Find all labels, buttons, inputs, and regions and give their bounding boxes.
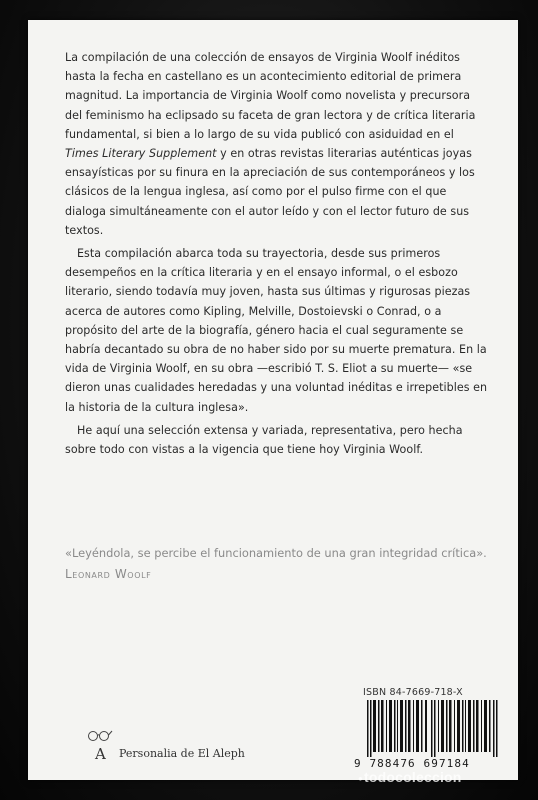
blurb-paragraph-1 — [65, 48, 490, 240]
blurb-p1-text: La compilación de una colección de ensayos de Virginia Woolf inéditos hasta la fecha en castellano es un acontecimiento editorial de primera magnitud. La importancia de Virginia Woolf como novelista y precursora del feminismo ha eclipsado su faceta de gran lectora y de crítica literaria fundamental, si bien a lo largo de su vida publicó con asiduidad en el — [65, 51, 476, 141]
barcode-digits: 9 788476 697184 — [354, 757, 470, 770]
reading-glasses-icon — [86, 726, 114, 766]
quote-author: Leonard Woolf — [65, 567, 152, 581]
blurb-p1-italic-title: Times Literary Supplement — [65, 147, 217, 161]
back-cover-blurb — [65, 48, 490, 463]
barcode-icon — [365, 700, 502, 757]
publisher-logo-letter: A — [95, 745, 106, 763]
todocoleccion-watermark — [358, 769, 462, 785]
watermark-dot-icon: ● — [358, 773, 364, 783]
watermark-text: todocoleccion — [364, 769, 462, 785]
publisher-name: Personalia de El Aleph — [119, 747, 245, 760]
quote-text: «Leyéndola, se percibe el funcionamiento de una gran integridad crítica». — [65, 546, 487, 560]
blurb-paragraph-3: He aquí una selección extensa y variada, representativa, pero hecha sobre todo con vistas a la vigencia que tiene hoy Virginia Woolf. — [65, 423, 463, 457]
blurb-paragraph-2: Esta compilación abarca toda su trayectoria, desde sus primeros desempeños en la crítica literaria y en el ensayo informal, o el esbozo literario, siendo todavía muy joven, hasta sus últimas y rigurosas piezas acerca de autores como Kipling, Melville, Dostoievski o Conrad, o a propósito del arte de la biografía, género hacia el cual seguramente se habría decantado su obra de no haber sido por su muerte prematura. En la vida de Virginia Woolf, en su obra —escribió T. S. Eliot a su muerte— «se dieron unas cualidades heredadas y una voluntad inéditas e irrepetibles en la historia de la cultura inglesa». — [65, 247, 488, 414]
isbn-label: ISBN 84-7669-718-X — [363, 687, 463, 698]
review-quote — [65, 544, 490, 584]
blurb-p1-text-cont: y en otras revistas literarias auténticas joyas ensayísticas por su finura en la apreciación de sus contemporáneos y los clásicos de la lengua inglesa, así como por el pulso firme con el que dialoga simultáneamente con el autor leído y con el lector futuro de sus textos. — [65, 147, 475, 237]
book-back-cover — [28, 20, 518, 780]
